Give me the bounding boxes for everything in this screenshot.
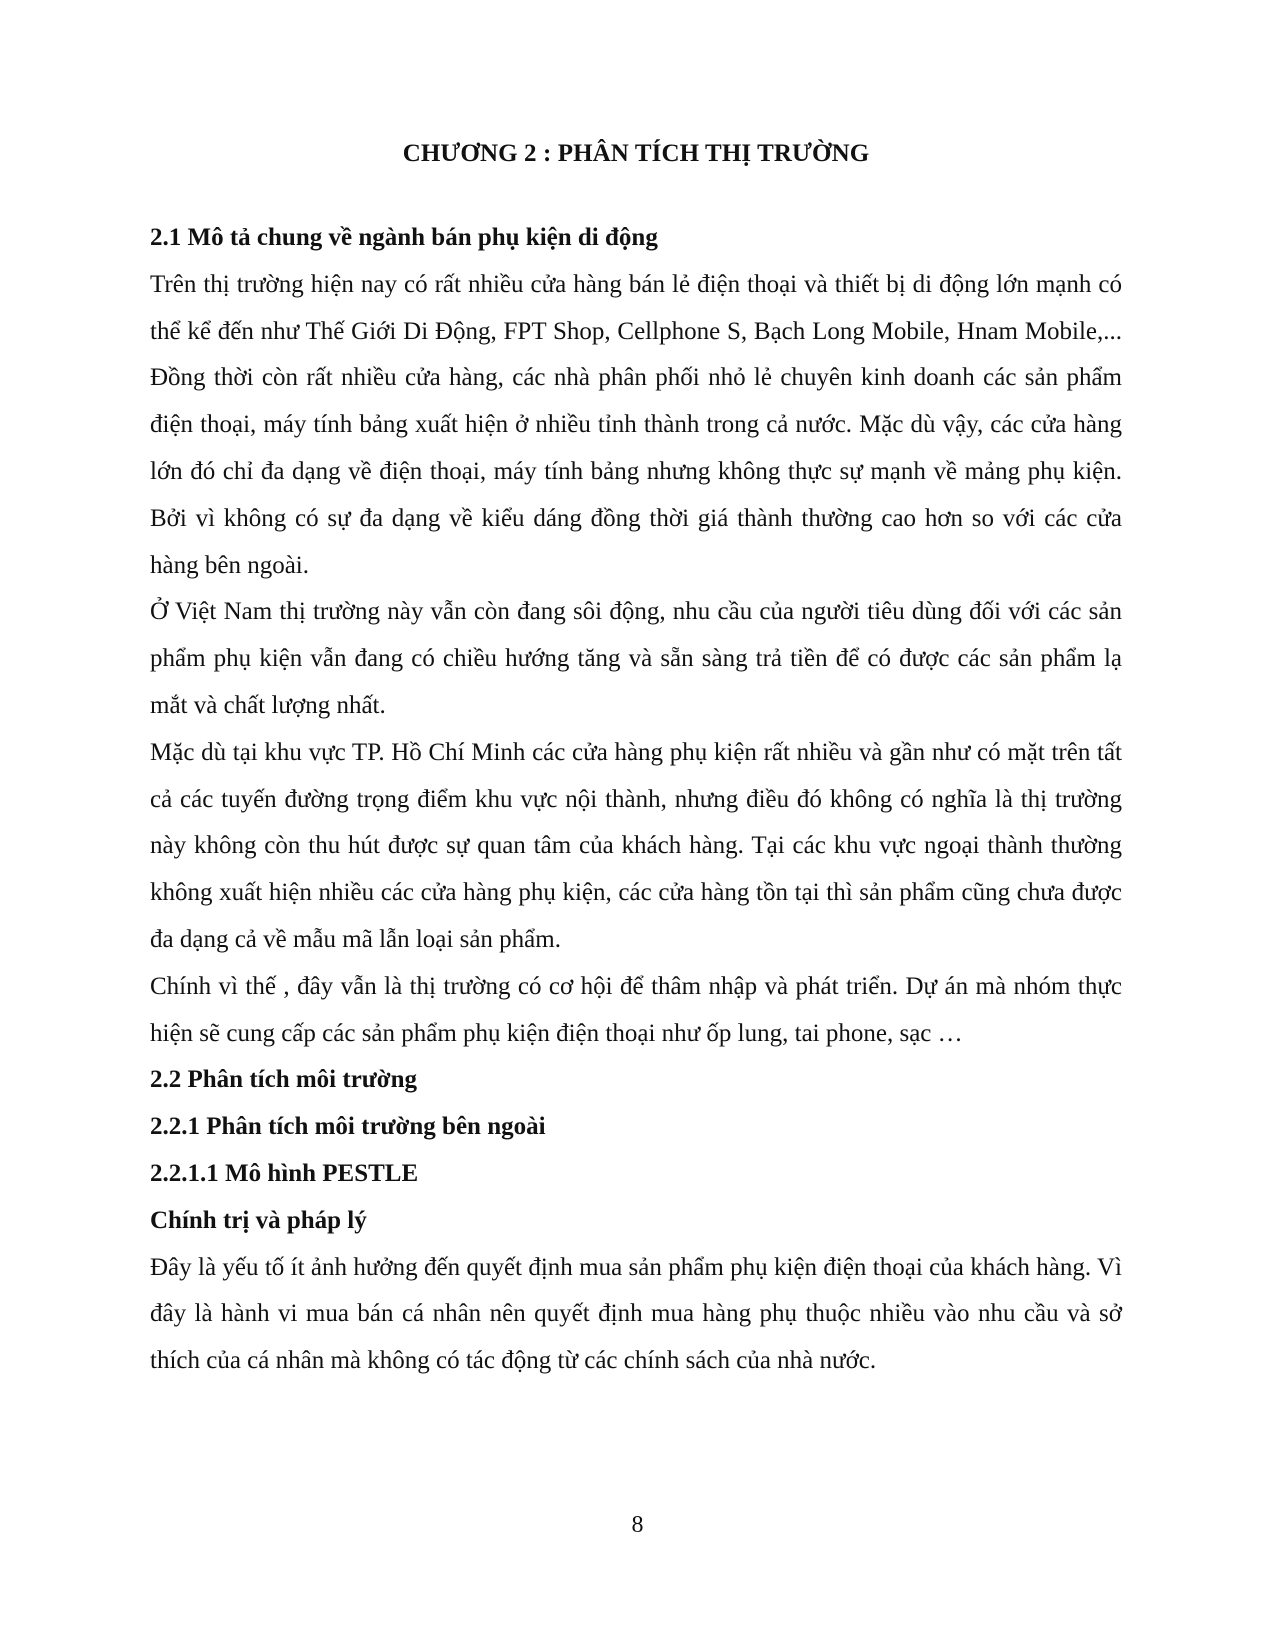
page-content xyxy=(150,138,1122,1385)
chapter-title: CHƯƠNG 2 : PHÂN TÍCH THỊ TRƯỜNG xyxy=(402,140,870,167)
subheading-politics-legal: Chính trị và pháp lý xyxy=(150,1206,367,1234)
paragraph-market-overview: Trên thị trường hiện nay có rất nhiều cửa hàng bán lẻ điện thoại và thiết bị di động lớn mạnh có thể kể đến như Thế Giới Di Động, FPT Shop, Cellphone S, Bạch Long Mobile, Hnam Mobile,... Đồng thời còn rất nhiều cửa hàng, các nhà phân phối nhỏ lẻ chuyên kinh doanh các sản phẩm điện thoại, máy tính bảng xuất hiện ở nhiều tỉnh thành trong cả nước. Mặc dù vậy, các cửa hàng lớn đó chỉ đa dạng về điện thoại, máy tính bảng nhưng không thực sự mạnh về mảng phụ kiện. Bởi vì không có sự đa dạng về kiểu dáng đồng thời giá thành thường cao hơn so với các cửa hàng bên ngoài. xyxy=(150,270,1122,579)
paragraph-opportunity: Chính vì thế , đây vẫn là thị trường có cơ hội để thâm nhập và phát triển. Dự án mà nhóm thực hiện sẽ cung cấp các sản phẩm phụ kiện điện thoại như ốp lung, tai phone, sạc … xyxy=(150,972,1122,1047)
page-number: 8 xyxy=(631,1512,644,1538)
section-heading-2-1: 2.1 Mô tả chung về ngành bán phụ kiện di động xyxy=(150,224,658,251)
section-heading-2-2-1-1: 2.2.1.1 Mô hình PESTLE xyxy=(150,1159,419,1187)
paragraph-vietnam-market: Ở Việt Nam thị trường này vẫn còn đang sôi động, nhu cầu của người tiêu dùng đối với các sản phẩm phụ kiện vẫn đang có chiều hướng tăng và sẵn sàng trả tiền để có được các sản phẩm lạ mắt và chất lượng nhất. xyxy=(150,598,1122,719)
paragraph-politics-legal: Đây là yếu tố ít ảnh hưởng đến quyết định mua sản phẩm phụ kiện điện thoại của khách hàng. Vì đây là hành vi mua bán cá nhân nên quyết định mua hàng phụ thuộc nhiều vào nhu cầu và sở thích của cá nhân mà không có tác động từ các chính sách của nhà nước. xyxy=(150,1253,1122,1375)
paragraph-hcm-market: Mặc dù tại khu vực TP. Hồ Chí Minh các cửa hàng phụ kiện rất nhiều và gần như có mặt trên tất cả các tuyến đường trọng điểm khu vực nội thành, nhưng điều đó không có nghĩa là thị trường này không còn thu hút được sự quan tâm của khách hàng. Tại các khu vực ngoại thành thường không xuất hiện nhiều các cửa hàng phụ kiện, các cửa hàng tồn tại thì sản phẩm cũng chưa được đa dạng cả về mẫu mã lẫn loại sản phẩm. xyxy=(150,738,1122,953)
section-heading-2-2: 2.2 Phân tích môi trường xyxy=(150,1066,418,1094)
section-heading-2-2-1: 2.2.1 Phân tích môi trường bên ngoài xyxy=(150,1113,546,1141)
